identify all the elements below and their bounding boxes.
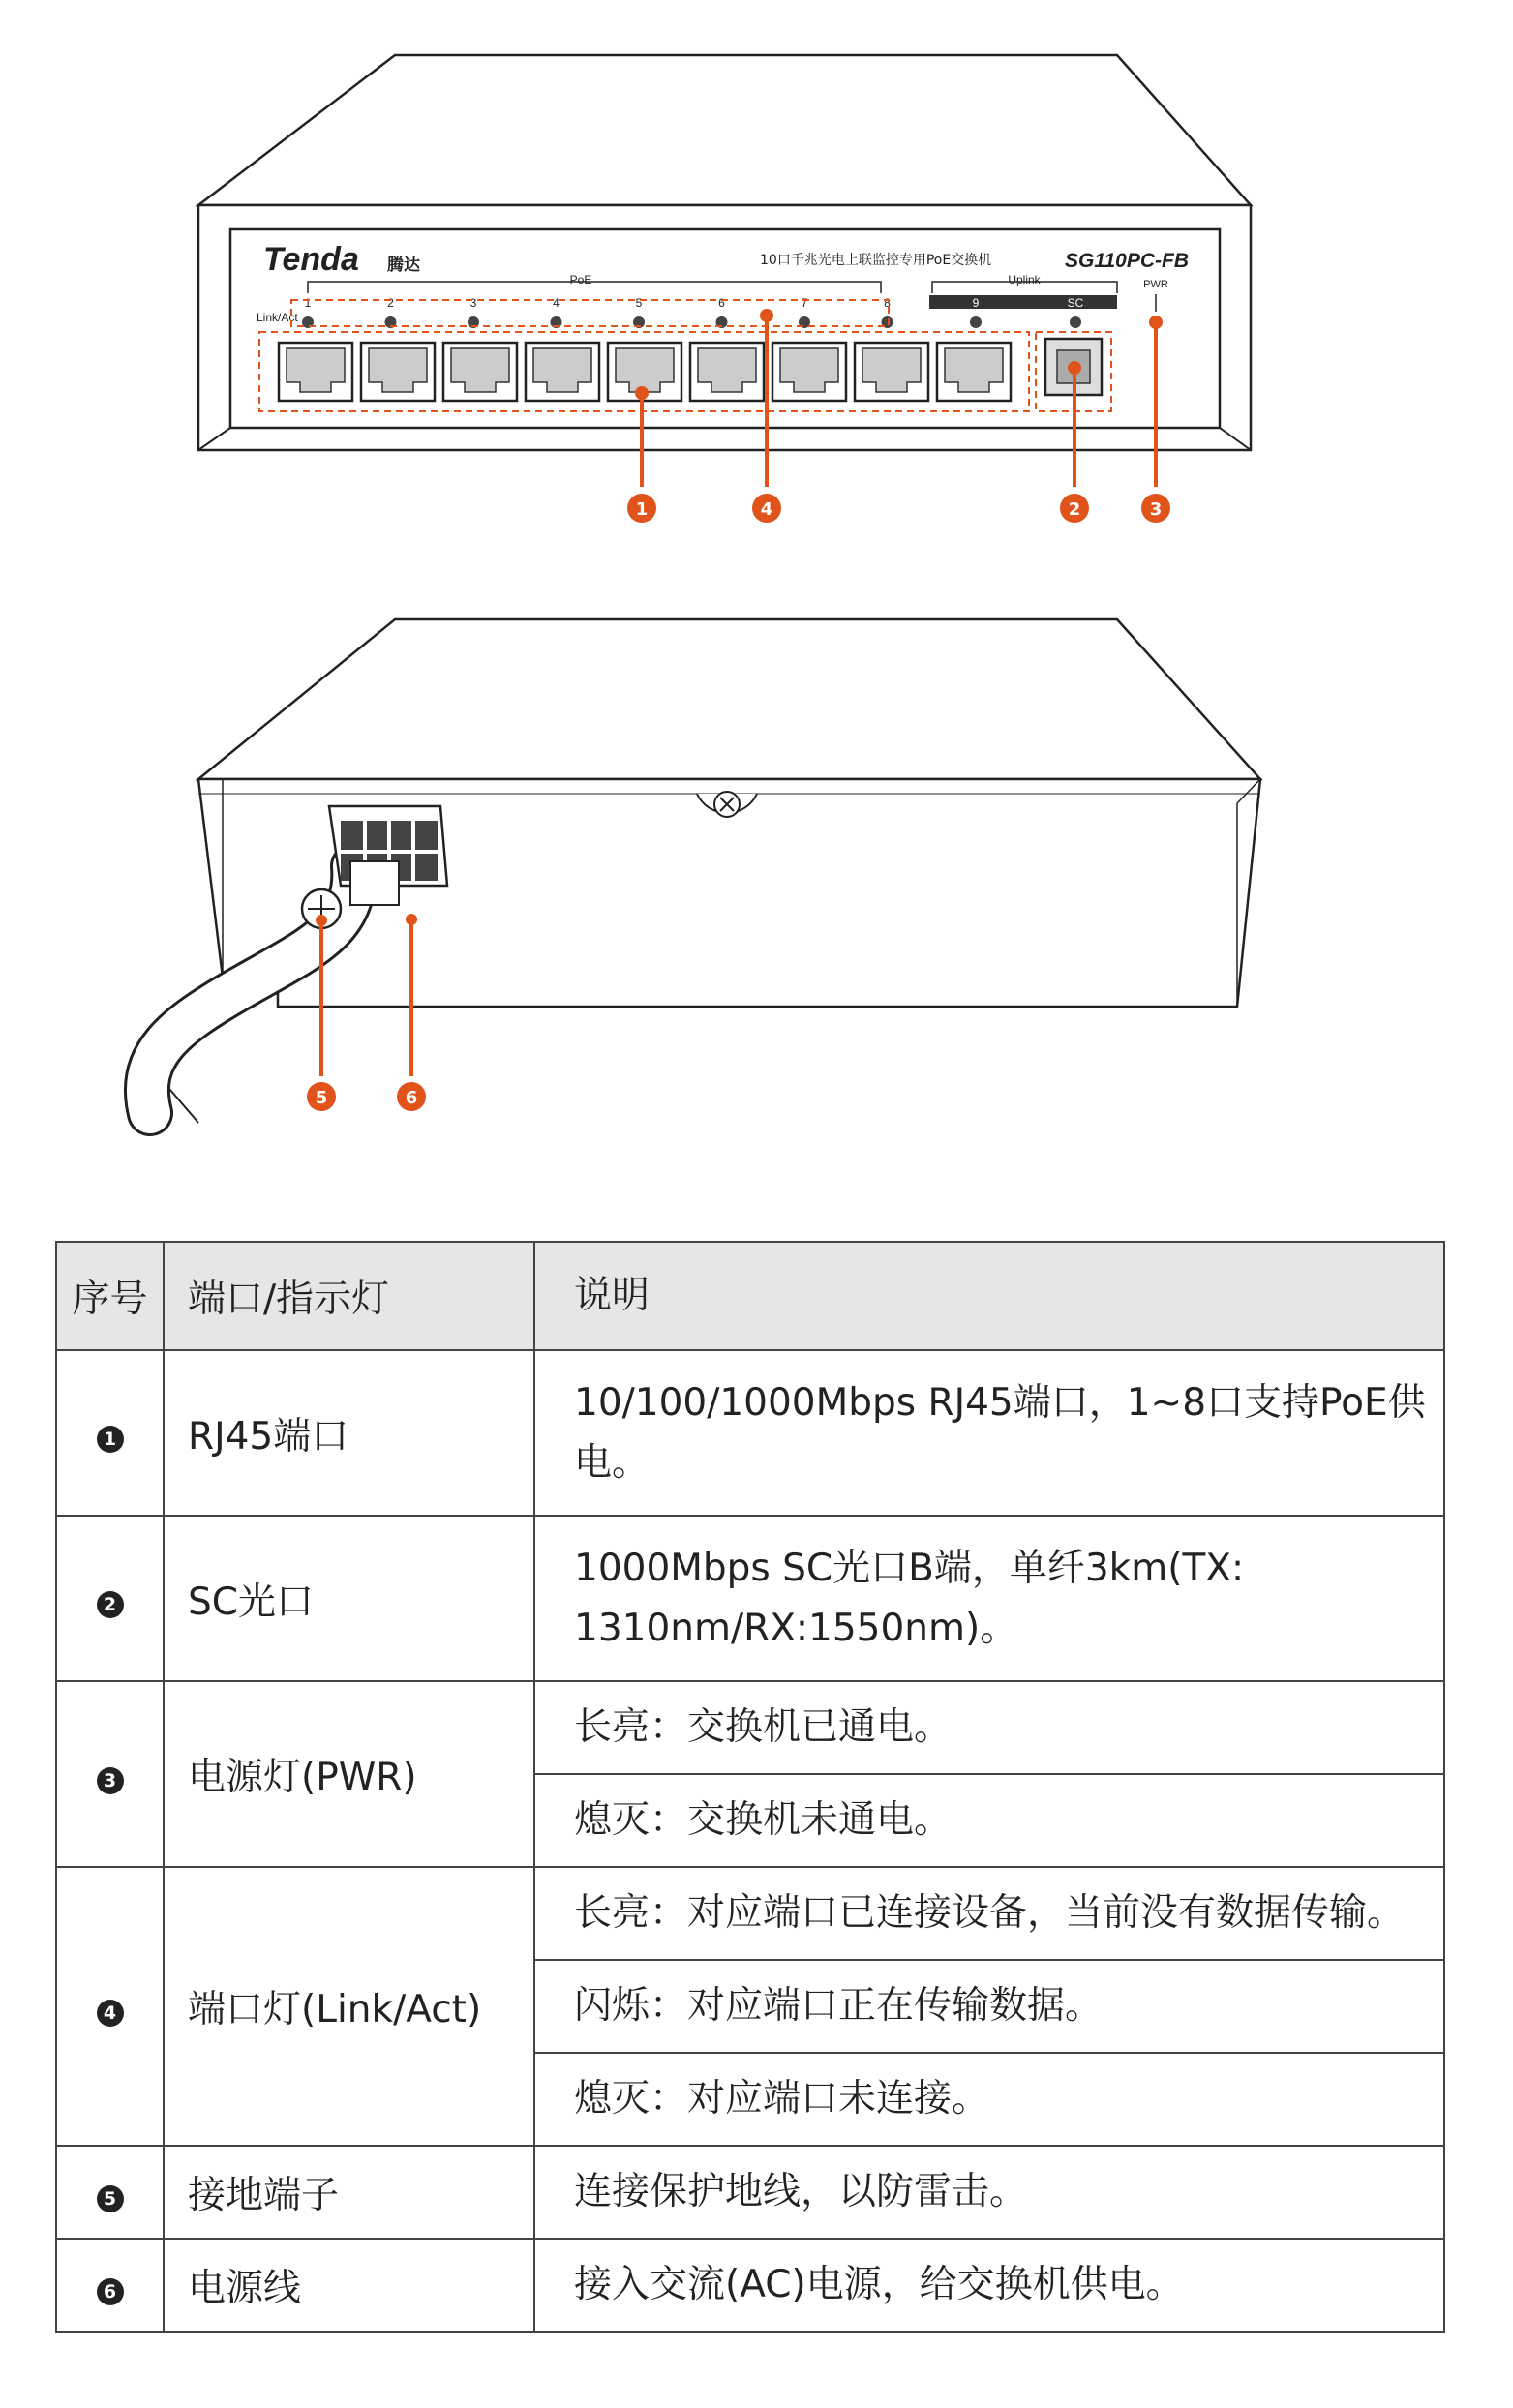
- row-description: 长亮：交换机已通电。: [534, 1681, 1444, 1774]
- poe-label: PoE: [569, 273, 592, 286]
- row-port-name: 接地端子: [164, 2146, 534, 2239]
- link-act-label: Link/Act: [257, 311, 298, 324]
- rear-view: [147, 619, 1260, 1123]
- rj45-port: [361, 343, 435, 401]
- product-desc: 10口千兆光电上联监控专用PoE交换机: [760, 253, 992, 268]
- led-port-9: [970, 316, 982, 328]
- uplink-label: Uplink: [1008, 273, 1041, 286]
- header-desc: 说明: [534, 1242, 1444, 1350]
- row-port-name: RJ45端口: [164, 1350, 534, 1516]
- table-row: [56, 2239, 1444, 2332]
- rj45-port: [772, 343, 846, 401]
- rj45-port: [443, 343, 517, 401]
- row-description: 连接保护地线，以防雷击。: [534, 2146, 1444, 2239]
- table-row: [56, 1516, 1444, 1681]
- callout-5: 5: [315, 1088, 328, 1108]
- callout-4: 4: [760, 499, 773, 520]
- table-row: [56, 1350, 1444, 1516]
- row-description: 10/100/1000Mbps RJ45端口，1~8口支持PoE供电。: [534, 1350, 1444, 1516]
- row-number: 3: [97, 1767, 124, 1794]
- rj45-port: [855, 343, 928, 401]
- header-port: 端口/指示灯: [164, 1242, 534, 1350]
- rj45-port: [937, 343, 1011, 401]
- row-port-name: 电源线: [164, 2239, 534, 2332]
- port-number-7: 7: [801, 296, 808, 310]
- callout-2: 2: [1068, 499, 1081, 520]
- front-view: [198, 55, 1251, 450]
- row-description: 熄灭：对应端口未连接。: [534, 2053, 1444, 2146]
- row-description: 接入交流(AC)电源，给交换机供电。: [534, 2239, 1444, 2332]
- rj45-port: [690, 343, 764, 401]
- port-number-6: 6: [718, 296, 725, 310]
- row-number: 5: [97, 2185, 124, 2212]
- row-number: 2: [97, 1591, 124, 1618]
- uplink-port-sc: SC: [1067, 296, 1084, 310]
- row-description: 1000Mbps SC光口B端，单纤3km(TX: 1310nm/RX:1550nm)。: [534, 1516, 1444, 1681]
- callout-1: 1: [635, 499, 649, 520]
- rj45-port: [279, 343, 352, 401]
- port-number-4: 4: [553, 296, 560, 310]
- port-spec-table: [55, 1241, 1445, 2333]
- callout-6: 6: [405, 1088, 418, 1108]
- callout-3: 3: [1149, 499, 1163, 520]
- port-number-1: 1: [304, 296, 312, 310]
- led-port-sc: [1070, 316, 1081, 328]
- port-number-8: 8: [884, 296, 891, 310]
- row-description: 闪烁：对应端口正在传输数据。: [534, 1960, 1444, 2053]
- row-port-name: SC光口: [164, 1516, 534, 1681]
- table-header-row: [56, 1242, 1444, 1350]
- table-row: [56, 1867, 1444, 1960]
- row-description: 长亮：对应端口已连接设备，当前没有数据传输。: [534, 1867, 1444, 1960]
- row-number: 4: [97, 2000, 124, 2027]
- model-label: SG110PC-FB: [1065, 250, 1189, 272]
- row-number: 1: [97, 1426, 124, 1453]
- table-row: [56, 2146, 1444, 2239]
- port-number-2: 2: [387, 296, 394, 310]
- brand-logo: Tenda: [263, 241, 359, 278]
- row-port-name: 电源灯(PWR): [164, 1681, 534, 1867]
- row-number: 6: [97, 2278, 124, 2305]
- table-row: [56, 1681, 1444, 1774]
- port-number-5: 5: [635, 296, 643, 310]
- rj45-port: [526, 343, 599, 401]
- pwr-label: PWR: [1143, 279, 1168, 290]
- row-description: 熄灭：交换机未通电。: [534, 1774, 1444, 1867]
- port-number-3: 3: [469, 296, 477, 310]
- uplink-port-9: 9: [972, 296, 980, 310]
- header-no: 序号: [56, 1242, 164, 1350]
- brand-cn: 腾达: [387, 256, 420, 275]
- row-port-name: 端口灯(Link/Act): [164, 1867, 534, 2146]
